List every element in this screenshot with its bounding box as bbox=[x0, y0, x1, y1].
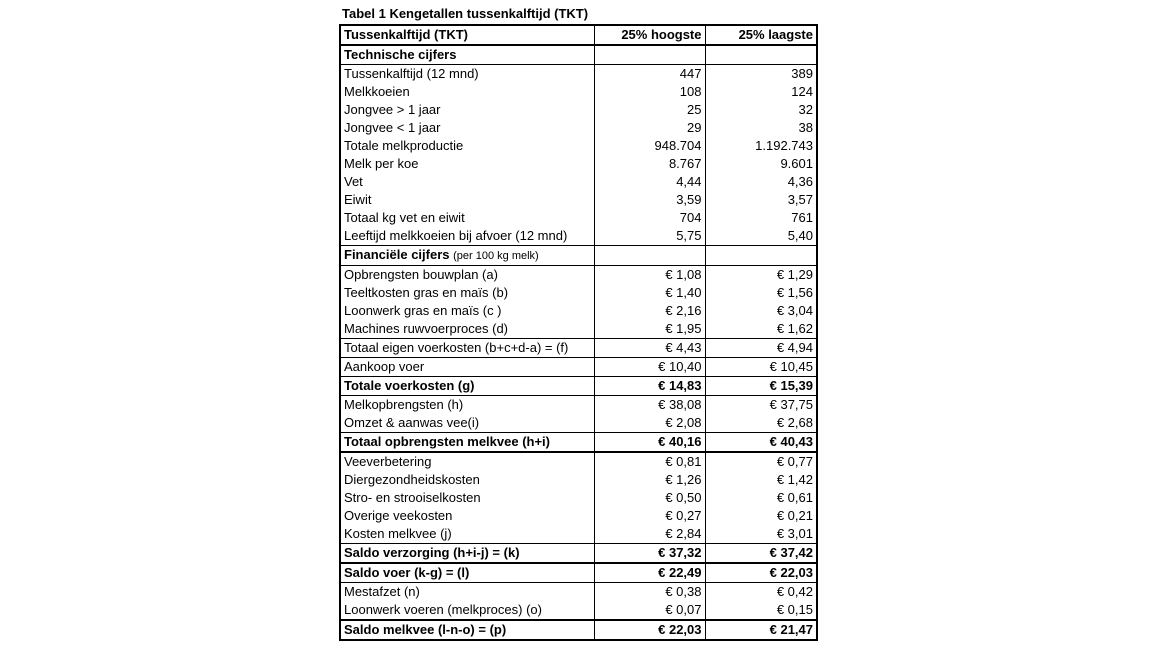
table-row bbox=[340, 396, 817, 415]
table-row bbox=[340, 137, 817, 155]
table-row bbox=[340, 525, 817, 544]
value-laagste: € 3,04 bbox=[705, 302, 817, 320]
value-laagste: € 40,43 bbox=[705, 433, 817, 453]
table-row bbox=[340, 489, 817, 507]
section-empty-cell bbox=[594, 246, 705, 266]
value-hoogste: € 2,16 bbox=[594, 302, 705, 320]
value-hoogste: € 0,07 bbox=[594, 601, 705, 620]
row-label: Vet bbox=[344, 174, 363, 189]
table-row bbox=[340, 414, 817, 433]
row-label: Kosten melkvee (j) bbox=[340, 525, 594, 544]
header-label: Tussenkalftijd (TKT) bbox=[340, 25, 594, 45]
value-laagste: € 10,45 bbox=[705, 358, 817, 377]
row-label: Omzet & aanwas vee(i) bbox=[340, 414, 594, 433]
table-row bbox=[340, 302, 817, 320]
value-laagste: € 37,75 bbox=[705, 396, 817, 415]
table-row bbox=[340, 583, 817, 602]
value-laagste: € 4,94 bbox=[705, 339, 817, 358]
value-hoogste: € 1,95 bbox=[594, 320, 705, 339]
row-label: Totaal opbrengsten melkvee (h+i) bbox=[340, 433, 594, 453]
value-hoogste: € 38,08 bbox=[594, 396, 705, 415]
table-row bbox=[340, 173, 817, 191]
table-row bbox=[340, 471, 817, 489]
value-laagste: € 22,03 bbox=[705, 563, 817, 583]
value-hoogste: € 0,81 bbox=[594, 452, 705, 471]
value-hoogste: € 37,32 bbox=[594, 544, 705, 564]
section-subtitle: (per 100 kg melk) bbox=[453, 250, 539, 262]
section-technical-row bbox=[340, 45, 817, 65]
value-laagste: € 2,68 bbox=[705, 414, 817, 433]
value-laagste: 761 bbox=[705, 209, 817, 227]
header-col-hoogste: 25% hoogste bbox=[594, 25, 705, 45]
row-label: Mestafzet (n) bbox=[344, 584, 420, 599]
value-laagste: 389 bbox=[705, 65, 817, 84]
table-row bbox=[340, 339, 817, 358]
value-hoogste: € 0,50 bbox=[594, 489, 705, 507]
table-row bbox=[340, 191, 817, 209]
value-hoogste: € 14,83 bbox=[594, 377, 705, 396]
table-row bbox=[340, 227, 817, 246]
row-label: Saldo voer (k-g) = (l) bbox=[340, 563, 594, 583]
row-label: Opbrengsten bouwplan (a) bbox=[344, 267, 498, 282]
table-row bbox=[340, 620, 817, 640]
value-laagste: € 0,77 bbox=[705, 452, 817, 471]
row-label: Saldo melkvee (l-n-o) = (p) bbox=[344, 622, 507, 637]
value-laagste: 32 bbox=[705, 101, 817, 119]
table-row bbox=[340, 377, 817, 396]
section-title-text: Financiële cijfers bbox=[344, 247, 450, 262]
table-row bbox=[340, 266, 817, 285]
row-label: Tussenkalftijd (12 mnd) bbox=[344, 66, 479, 81]
value-laagste: € 21,47 bbox=[705, 620, 817, 640]
value-laagste: € 0,21 bbox=[705, 507, 817, 525]
header-col-laagste: 25% laagste bbox=[705, 25, 817, 45]
value-laagste: € 0,61 bbox=[705, 489, 817, 507]
row-label: Totale voerkosten (g) bbox=[340, 377, 594, 396]
section-empty-cell bbox=[705, 246, 817, 266]
value-hoogste: € 22,03 bbox=[594, 620, 705, 640]
value-hoogste: € 1,08 bbox=[594, 266, 705, 285]
row-label: Eiwit bbox=[344, 192, 372, 207]
kengetallen-table bbox=[339, 24, 818, 641]
row-label: Melkopbrengsten (h) bbox=[344, 397, 464, 412]
table-row bbox=[340, 155, 817, 173]
table-row bbox=[340, 452, 817, 471]
value-hoogste: 108 bbox=[594, 83, 705, 101]
value-laagste: € 1,62 bbox=[705, 320, 817, 339]
row-label: Machines ruwvoerproces (d) bbox=[340, 320, 594, 339]
section-title-financial bbox=[340, 246, 594, 266]
value-hoogste: € 1,26 bbox=[594, 471, 705, 489]
table-row bbox=[340, 83, 817, 101]
value-hoogste: € 2,08 bbox=[594, 414, 705, 433]
value-laagste: 124 bbox=[705, 83, 817, 101]
value-hoogste: 4,44 bbox=[594, 173, 705, 191]
value-hoogste: € 0,38 bbox=[594, 583, 705, 602]
row-label: Loonwerk gras en maïs (c ) bbox=[344, 303, 502, 318]
row-label: Teeltkosten gras en maïs (b) bbox=[344, 285, 509, 300]
value-hoogste: € 10,40 bbox=[594, 358, 705, 377]
value-hoogste: 704 bbox=[594, 209, 705, 227]
value-hoogste: 5,75 bbox=[594, 227, 705, 246]
value-hoogste: € 1,40 bbox=[594, 284, 705, 302]
value-laagste: 4,36 bbox=[705, 173, 817, 191]
table-row bbox=[340, 433, 817, 453]
value-hoogste: € 4,43 bbox=[594, 339, 705, 358]
table-row bbox=[340, 101, 817, 119]
row-label: Veeverbetering bbox=[344, 454, 432, 469]
row-label: Totaal eigen voerkosten (b+c+d-a) = (f) bbox=[340, 339, 594, 358]
section-empty-cell bbox=[594, 45, 705, 65]
table-row bbox=[340, 320, 817, 339]
table-row bbox=[340, 284, 817, 302]
table-row bbox=[340, 358, 817, 377]
value-laagste: 5,40 bbox=[705, 227, 817, 246]
value-hoogste: € 0,27 bbox=[594, 507, 705, 525]
table-caption: Tabel 1 Kengetallen tussenkalftijd (TKT) bbox=[342, 6, 589, 21]
value-hoogste: 29 bbox=[594, 119, 705, 137]
value-hoogste: 447 bbox=[594, 65, 705, 84]
value-hoogste: 25 bbox=[594, 101, 705, 119]
table-row bbox=[340, 65, 817, 84]
table-row bbox=[340, 563, 817, 583]
section-financial-row bbox=[340, 246, 817, 266]
row-label: Saldo verzorging (h+i-j) = (k) bbox=[340, 544, 594, 564]
value-laagste: 9.601 bbox=[705, 155, 817, 173]
row-label: Diergezondheidskosten bbox=[344, 472, 480, 487]
value-laagste: € 1,29 bbox=[705, 266, 817, 285]
value-laagste: € 0,42 bbox=[705, 583, 817, 602]
value-hoogste: 8.767 bbox=[594, 155, 705, 173]
row-label: Leeftijd melkkoeien bij afvoer (12 mnd) bbox=[340, 227, 594, 246]
value-laagste: 38 bbox=[705, 119, 817, 137]
table-row bbox=[340, 119, 817, 137]
value-laagste: € 3,01 bbox=[705, 525, 817, 544]
table-row bbox=[340, 507, 817, 525]
value-laagste: € 15,39 bbox=[705, 377, 817, 396]
row-label: Totaal kg vet en eiwit bbox=[344, 210, 465, 225]
table-header-row bbox=[340, 25, 817, 45]
row-label: Jongvee > 1 jaar bbox=[344, 102, 441, 117]
value-laagste: 1.192.743 bbox=[705, 137, 817, 155]
row-label: Totale melkproductie bbox=[344, 138, 464, 153]
value-laagste: € 1,56 bbox=[705, 284, 817, 302]
value-laagste: € 0,15 bbox=[705, 601, 817, 620]
value-hoogste: 3,59 bbox=[594, 191, 705, 209]
value-laagste: 3,57 bbox=[705, 191, 817, 209]
value-hoogste: 948.704 bbox=[594, 137, 705, 155]
value-laagste: € 1,42 bbox=[705, 471, 817, 489]
table-row bbox=[340, 209, 817, 227]
row-label: Overige veekosten bbox=[344, 508, 453, 523]
table-row bbox=[340, 544, 817, 564]
row-label: Aankoop voer bbox=[340, 358, 594, 377]
table-row bbox=[340, 601, 817, 620]
row-label: Melkkoeien bbox=[344, 84, 410, 99]
value-hoogste: € 2,84 bbox=[594, 525, 705, 544]
value-laagste: € 37,42 bbox=[705, 544, 817, 564]
row-label: Jongvee < 1 jaar bbox=[344, 120, 441, 135]
row-label: Loonwerk voeren (melkproces) (o) bbox=[340, 601, 594, 620]
row-label: Stro- en strooiselkosten bbox=[344, 490, 481, 505]
section-empty-cell bbox=[705, 45, 817, 65]
value-hoogste: € 22,49 bbox=[594, 563, 705, 583]
row-label: Melk per koe bbox=[344, 156, 419, 171]
section-title-technical: Technische cijfers bbox=[340, 45, 594, 65]
value-hoogste: € 40,16 bbox=[594, 433, 705, 453]
